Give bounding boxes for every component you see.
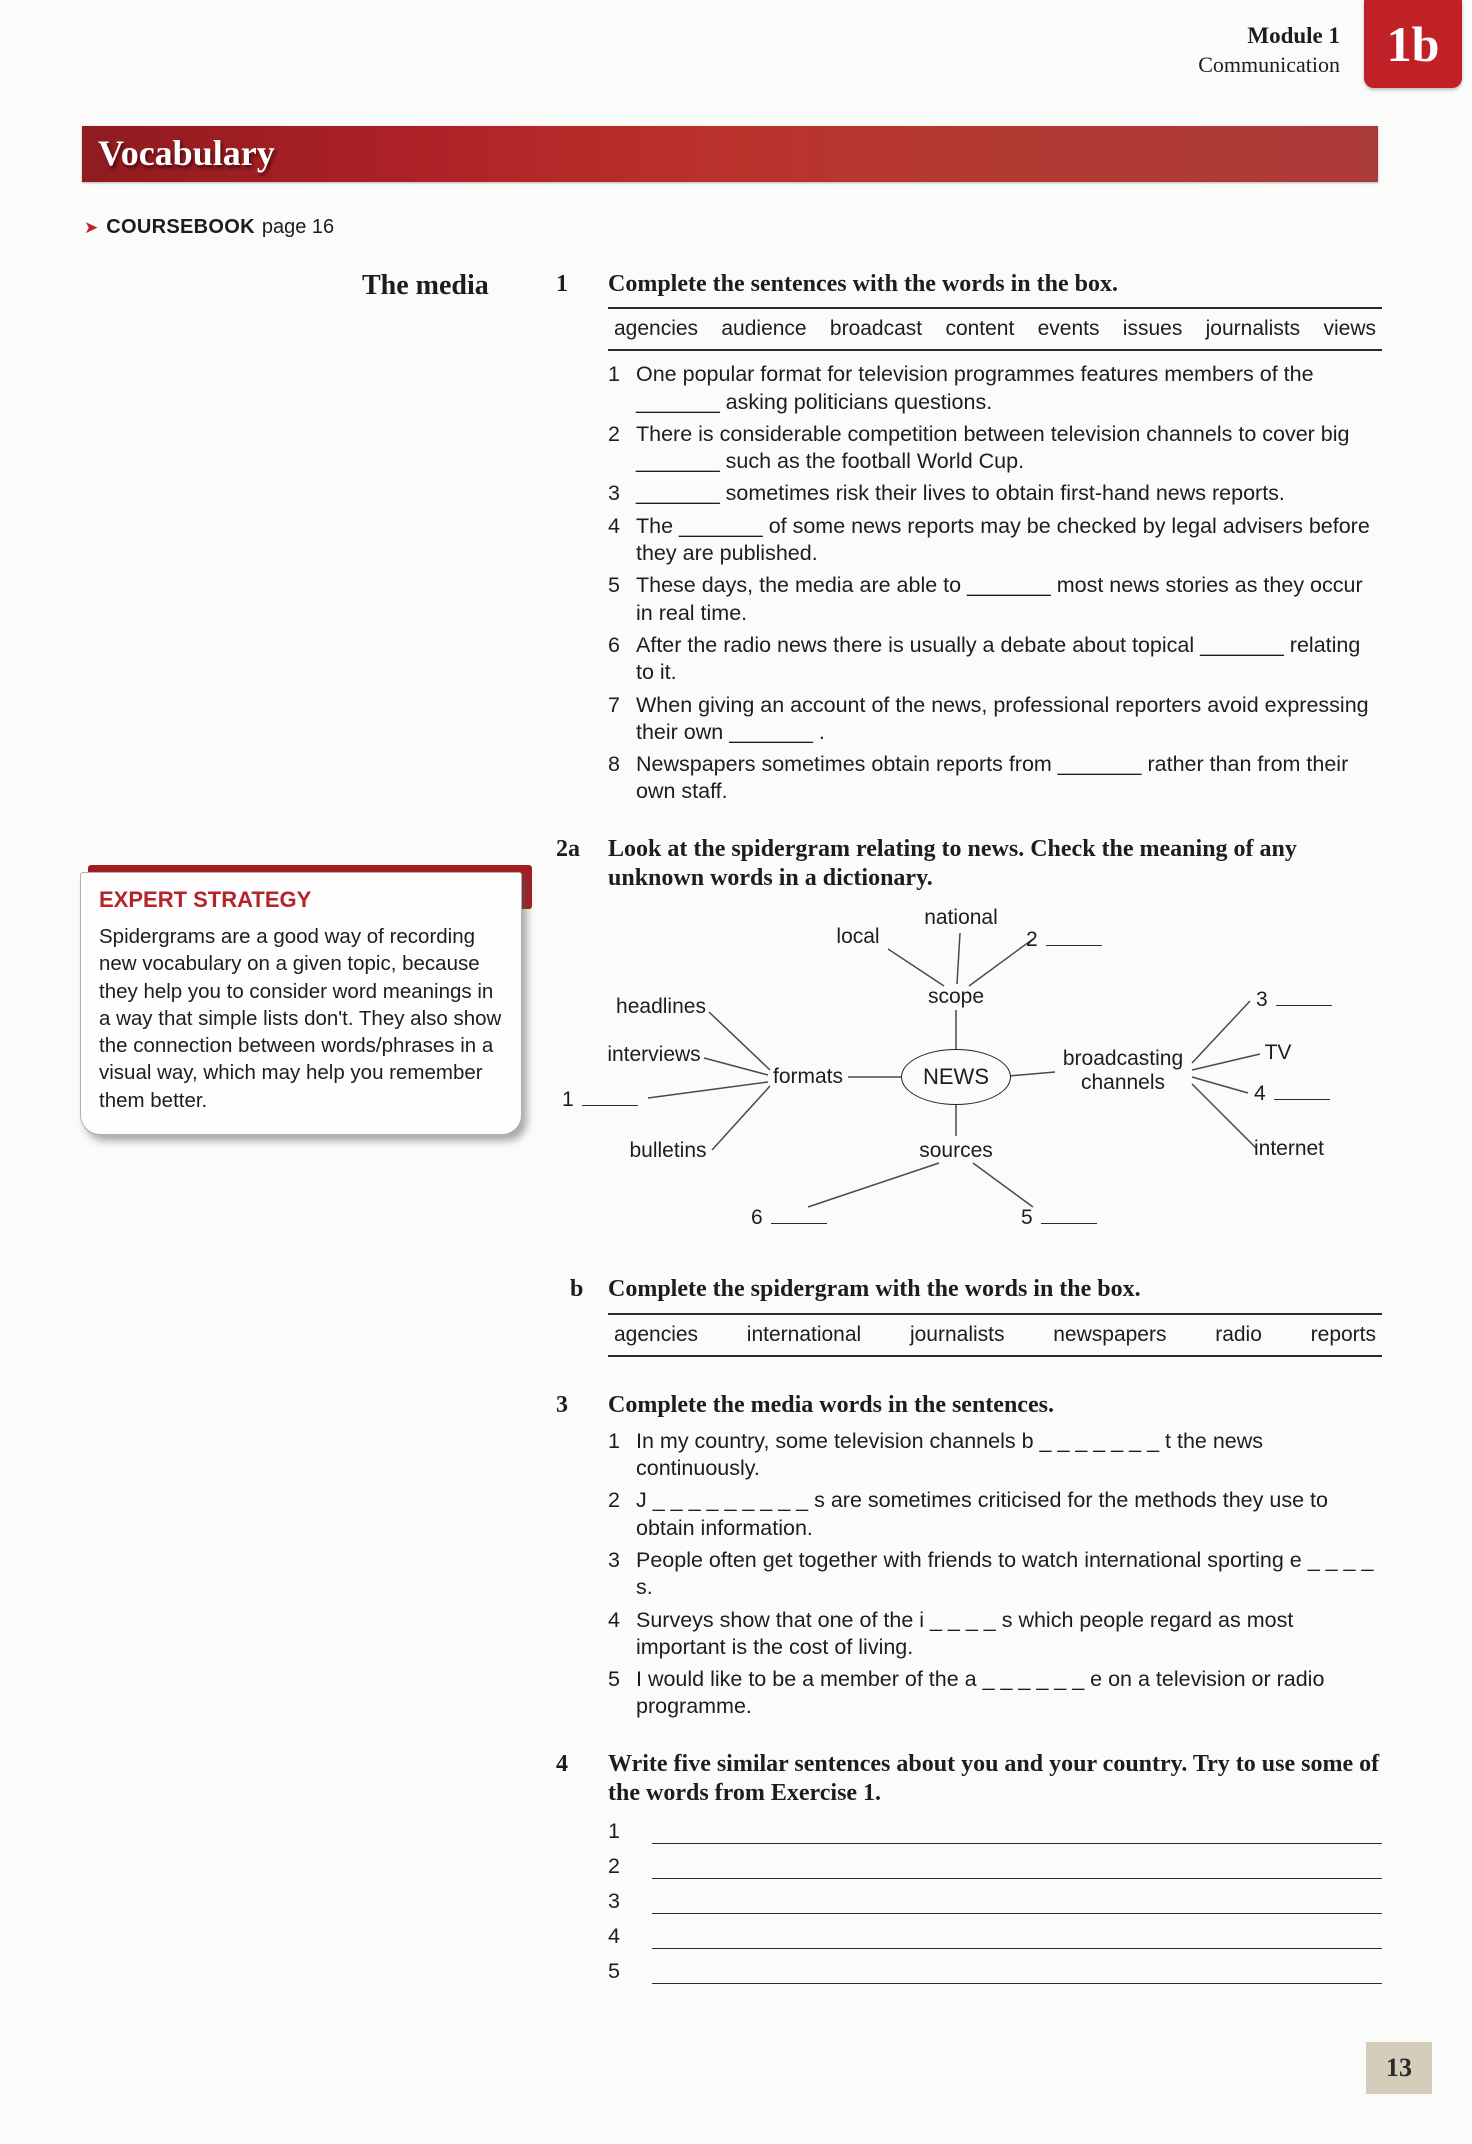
exercise-3	[556, 1391, 1382, 1726]
sentence-number: 5	[608, 573, 620, 598]
node-local: local	[836, 925, 880, 949]
sentence-item	[608, 1666, 1382, 1721]
node-blank-3	[1256, 985, 1332, 1012]
node-internet: internet	[1253, 1137, 1325, 1161]
sentence-number: 3	[608, 1547, 620, 1572]
sentence-item	[608, 1547, 1382, 1602]
sentence-text: Surveys show that one of the i _ _ _ _ s which people regard as most important is the cost of living.	[636, 1607, 1294, 1659]
exercise-number: 2a	[556, 835, 580, 862]
node-scope: scope	[927, 985, 985, 1009]
word: events	[1037, 317, 1100, 341]
expert-strategy-box	[80, 872, 522, 1135]
node-broadcasting-channels	[1063, 1047, 1183, 1095]
exercise-instruction: Write five similar sentences about you and your country. Try to use some of the words from Exercise 1.	[608, 1750, 1380, 1807]
sentence-text: I would like to be a member of the a _ _ _ _ _ _ e on a television or radio programme.	[636, 1667, 1325, 1719]
answer-rule	[652, 1823, 1382, 1844]
node-blank-2	[1026, 925, 1102, 952]
exercise-2b	[556, 1275, 1382, 1366]
blank-number: 6	[751, 1206, 763, 1230]
word: radio	[1215, 1322, 1262, 1346]
blank-line	[582, 1085, 638, 1106]
sentence-text: The _______ of some news reports may be checked by legal advisers before they are published.	[636, 513, 1370, 566]
sentence-number: 4	[608, 1607, 620, 1632]
node-bulletins: bulletins	[629, 1139, 707, 1163]
blank-line	[1041, 1203, 1097, 1224]
word: reports	[1310, 1322, 1376, 1346]
blank-line	[1046, 925, 1102, 946]
sentence-number: 1	[608, 362, 620, 387]
main-column	[556, 270, 1382, 2021]
answer-line	[608, 1959, 1382, 1984]
sentence-item	[608, 1428, 1382, 1483]
exercise-4	[556, 1750, 1382, 1998]
sentence-number: 6	[608, 632, 620, 657]
exercise-1	[556, 270, 1382, 811]
blank-line	[1274, 1079, 1330, 1100]
sentence-text: After the radio news there is usually a debate about topical _______ relating to it.	[636, 632, 1361, 685]
word: agencies	[614, 1322, 699, 1346]
sentence-text: People often get together with friends to watch international sporting e _ _ _ _ s.	[636, 1547, 1374, 1600]
sentence-item	[608, 361, 1382, 416]
exercise-number: 4	[556, 1750, 568, 1777]
sentence-item	[608, 632, 1382, 687]
answer-rule	[652, 1963, 1382, 1984]
sentence-item	[608, 480, 1382, 507]
sentence-number: 1	[608, 1428, 620, 1453]
sentence-text: These days, the media are able to _______ most news stories as they occur in real time.	[636, 573, 1363, 625]
coursebook-label: COURSEBOOK	[106, 216, 255, 238]
coursebook-page: page 16	[261, 216, 335, 238]
unit-tab: 1b	[1364, 0, 1462, 88]
word-box	[608, 1313, 1382, 1357]
exercise-instruction: Look at the spidergram relating to news. Check the meaning of any unknown words in a dictionary.	[608, 835, 1297, 891]
sentence-item	[608, 1607, 1382, 1662]
node-blank-4	[1254, 1079, 1330, 1106]
expert-strategy-card	[80, 872, 522, 1135]
sentence-item	[608, 421, 1382, 476]
module-info	[1198, 22, 1340, 78]
sentence-text: When giving an account of the news, professional reporters avoid expressing their own _______ .	[636, 692, 1369, 744]
answer-line	[608, 1889, 1382, 1914]
word: audience	[721, 317, 807, 341]
word: broadcast	[829, 317, 923, 341]
sentence-text: In my country, some television channels b _ _ _ _ _ _ _ t the news continuously.	[636, 1428, 1264, 1481]
answer-line	[608, 1854, 1382, 1879]
node-national: national	[924, 906, 998, 930]
sentence-text: _______ sometimes risk their lives to obtain first-hand news reports.	[636, 481, 1285, 506]
sentence-item	[608, 751, 1382, 806]
spidergram	[556, 905, 1382, 1267]
answer-line	[608, 1819, 1382, 1844]
sentence-item	[608, 513, 1382, 568]
exercise-2a	[556, 835, 1382, 902]
sentence-number: 3	[608, 481, 620, 506]
sentence-number: 2	[608, 1488, 620, 1513]
exercise-instruction: Complete the media words in the sentences.	[608, 1391, 1054, 1418]
word: newspapers	[1053, 1322, 1167, 1346]
blank-number: 1	[562, 1088, 574, 1112]
exercise-instruction: Complete the sentences with the words in the box.	[608, 271, 1118, 297]
sentence-text: Newspapers sometimes obtain reports from _______ rather than from their own staff.	[636, 752, 1349, 804]
node-headlines: headlines	[616, 995, 706, 1019]
word: international	[746, 1322, 862, 1346]
word: journalists	[1205, 317, 1301, 341]
page-number: 13	[1366, 2042, 1432, 2094]
word: views	[1323, 317, 1376, 341]
word: agencies	[614, 317, 699, 341]
sentence-text: J _ _ _ _ _ _ _ _ _ s are sometimes criticised for the methods they use to obtain information.	[636, 1488, 1328, 1540]
arrow-icon: ➤	[84, 217, 99, 237]
node-blank-6	[751, 1203, 827, 1230]
section-banner	[82, 126, 1378, 182]
sentence-item	[608, 1487, 1382, 1542]
answer-line-number: 3	[608, 1889, 620, 1914]
sentence-item	[608, 572, 1382, 627]
word: journalists	[909, 1322, 1005, 1346]
answer-rule	[652, 1858, 1382, 1879]
exercise-number: 3	[556, 1391, 568, 1418]
node-blank-1	[562, 1085, 638, 1112]
answer-line-number: 5	[608, 1959, 620, 1984]
module-title: Module 1	[1247, 23, 1340, 48]
blank-line	[771, 1203, 827, 1224]
answer-line-number: 1	[608, 1819, 620, 1844]
answer-line	[608, 1924, 1382, 1949]
expert-strategy-title: EXPERT STRATEGY	[99, 887, 312, 912]
blank-number: 5	[1021, 1206, 1033, 1230]
exercise-number: 1	[556, 271, 568, 297]
word: content	[945, 317, 1015, 341]
blank-number: 2	[1026, 928, 1038, 952]
answer-rule	[652, 1928, 1382, 1949]
node-sources: sources	[919, 1139, 993, 1163]
answer-line-number: 4	[608, 1924, 620, 1949]
word-box	[608, 307, 1382, 351]
module-subject: Communication	[1198, 51, 1340, 77]
node-blank-5	[1021, 1203, 1097, 1230]
blank-number: 3	[1256, 988, 1268, 1012]
answer-line-number: 2	[608, 1854, 620, 1879]
node-label-line: channels	[1080, 1071, 1166, 1095]
sentence-item	[608, 692, 1382, 747]
answer-rule	[652, 1893, 1382, 1914]
sentence-number: 5	[608, 1667, 620, 1692]
coursebook-reference	[84, 216, 334, 239]
sentence-number: 4	[608, 513, 620, 538]
sentence-number: 8	[608, 752, 620, 777]
node-tv: TV	[1264, 1041, 1292, 1065]
node-label-line: broadcasting	[1062, 1047, 1184, 1071]
expert-strategy-body: Spidergrams are a good way of recording new vocabulary on a given topic, because they help you to consider word meanings in a way that simple lists don't. They also show the connection between words/phrases in a visual way, which may help you remember them better.	[99, 925, 502, 1112]
node-news: NEWS	[901, 1049, 1011, 1105]
sentence-number: 7	[608, 692, 620, 717]
blank-number: 4	[1254, 1082, 1266, 1106]
sentence-text: There is considerable competition between television channels to cover big _______ such as the football World Cup.	[636, 421, 1350, 474]
node-interviews: interviews	[607, 1043, 701, 1067]
section-title: Vocabulary	[98, 133, 275, 173]
exercise-number: b	[570, 1276, 584, 1303]
word: issues	[1122, 317, 1183, 341]
exercise-instruction: Complete the spidergram with the words in the box.	[608, 1276, 1141, 1303]
blank-line	[1276, 985, 1332, 1006]
topic-heading: The media	[362, 270, 489, 301]
sentence-number: 2	[608, 421, 620, 446]
node-formats: formats	[772, 1065, 844, 1089]
sentence-text: One popular format for television programmes features members of the _______ asking politicians questions.	[636, 362, 1314, 414]
